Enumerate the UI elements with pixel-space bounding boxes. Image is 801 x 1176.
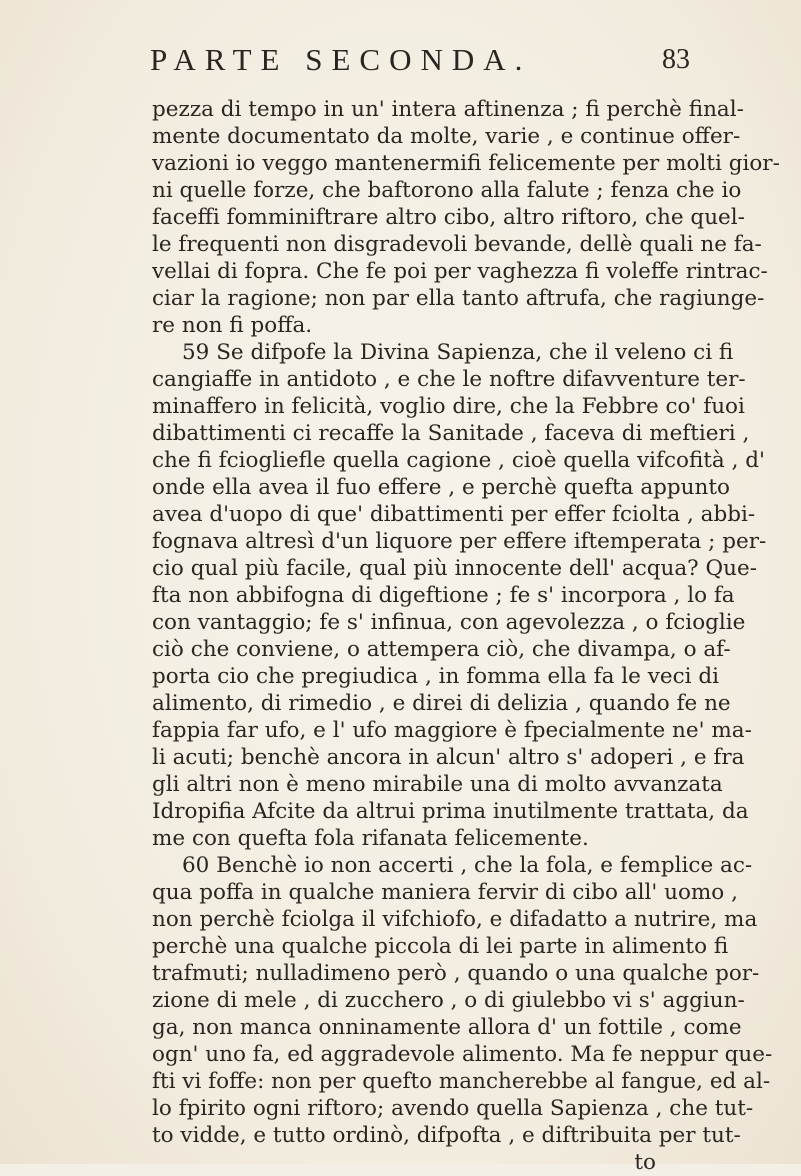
text-line: Idropifia Afcite da altrui prima inutilmente trattata, da — [152, 799, 749, 824]
text-line: gli altri non è meno mirabile una di molto avvanzata — [152, 772, 723, 797]
page-number: 83 — [662, 44, 690, 75]
text-line: cio qual più facile, qual più innocente dell' acqua? Que- — [152, 556, 757, 581]
text-line: pezza di tempo in un' intera aftinenza ; fi perchè final- — [152, 97, 744, 122]
paragraph-end-line: re non fi poffa. — [152, 313, 313, 338]
text-line: trafmuti; nulladimeno però , quando o una qualche por- — [152, 961, 760, 986]
text-line: minaffero in felicità, voglio dire, che la Febbre co' fuoi — [152, 394, 745, 419]
paragraph-start-line: 59 Se difpofe la Divina Sapienza, che il veleno ci fi — [182, 340, 734, 365]
text-line: ciò che conviene, o attempera ciò, che divampa, o af- — [152, 637, 731, 662]
text-line: ogn' uno fa, ed aggradevole alimento. Ma fe neppur que- — [152, 1042, 773, 1067]
running-head: PARTE SECONDA. — [150, 42, 532, 77]
text-line: ni quelle forze, che baftorono alla falute ; fenza che io — [152, 178, 742, 203]
body-text — [152, 96, 780, 1176]
text-line: qua poffa in qualche maniera fervir di cibo all' uomo , — [152, 880, 738, 905]
text-line: le frequenti non disgradevoli bevande, dellè quali ne fa- — [152, 232, 762, 257]
text-line: ciar la ragione; non par ella tanto aftrufa, che ragiunge- — [152, 286, 765, 311]
text-line: ga, non manca onninamente allora d' un fottile , come — [152, 1015, 742, 1040]
text-line: vazioni io veggo mantenermifi felicemente per molti gior- — [152, 151, 780, 176]
text-line: perchè una qualche piccola di lei parte in alimento fi — [152, 934, 729, 959]
text-line: alimento, di rimedio , e direi di delizia , quando fe ne — [152, 691, 731, 716]
text-line: to vidde, e tutto ordinò, difpofta , e diftribuita per tut- — [152, 1123, 741, 1148]
text-line: non perchè fciolga il vifchiofo, e difadatto a nutrire, ma — [152, 907, 758, 932]
text-line: onde ella avea il fuo effere , e perchè quefta appunto — [152, 475, 730, 500]
text-line: cangiaffe in antidoto , e che le noftre difavventure ter- — [152, 367, 746, 392]
text-line: vellai di fopra. Che fe poi per vaghezza fi voleffe rintrac- — [152, 259, 768, 284]
page-header — [150, 42, 690, 92]
paragraph-start-line: 60 Benchè io non accerti , che la fola, e femplice ac- — [182, 853, 753, 878]
text-line: faceffi fomminiftrare altro cibo, altro riftoro, che quel- — [152, 205, 745, 230]
text-line: fognava altresì d'un liquore per effere iftemperata ; per- — [152, 529, 767, 554]
text-line: dibattimenti ci recaffe la Sanitade , faceva di meftieri , — [152, 421, 750, 446]
paragraph-end-line: me con quefta fola rifanata felicemente. — [152, 826, 589, 851]
text-line: con vantaggio; fe s' infinua, con agevolezza , o fcioglie — [152, 610, 746, 635]
text-line: mente documentato da molte, varie , e continue offer- — [152, 124, 741, 149]
text-line: zione di mele , di zucchero , o di giulebbo vi s' aggiun- — [152, 988, 745, 1013]
text-line: fta non abbifogna di digeftione ; fe s' incorpora , lo fa — [152, 583, 735, 608]
text-line: che fi fciogliefle quella cagione , cioè quella vifcofità , d' — [152, 448, 765, 473]
catchword: to — [634, 1150, 656, 1175]
text-line: lo fpirito ogni riftoro; avendo quella Sapienza , che tut- — [152, 1096, 754, 1121]
text-line: avea d'uopo di que' dibattimenti per effer fciolta , abbi- — [152, 502, 756, 527]
text-line: fappia far ufo, e l' ufo maggiore è fpecialmente ne' ma- — [152, 718, 752, 743]
text-line: li acuti; benchè ancora in alcun' altro s' adoperi , e fra — [152, 745, 745, 770]
text-line: fti vi foffe: non per quefto mancherebbe al fangue, ed al- — [152, 1069, 771, 1094]
text-line: porta cio che pregiudica , in fomma ella fa le veci di — [152, 664, 719, 689]
